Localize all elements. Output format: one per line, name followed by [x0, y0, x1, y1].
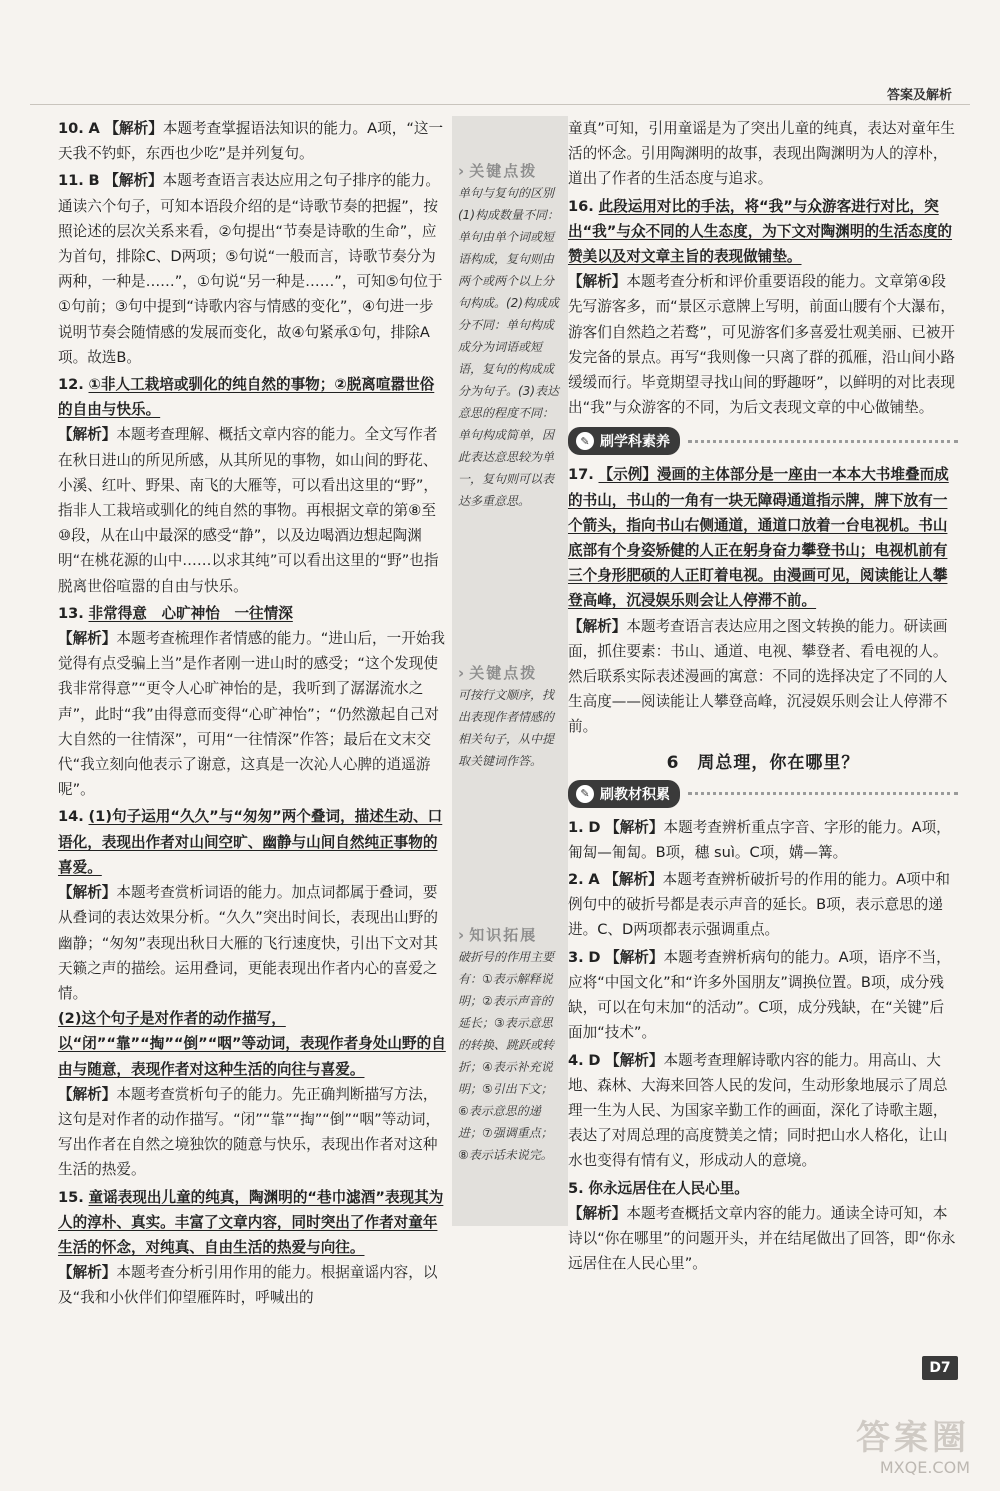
pen-icon: ✎: [576, 432, 594, 450]
answer: 你永远居住在人民心里。: [588, 1179, 749, 1197]
question-r4: [568, 1048, 958, 1174]
banner-pill: [568, 427, 680, 455]
analysis-tag: 【解析】: [58, 426, 117, 444]
question-12: [58, 372, 446, 599]
question-number: 11.: [58, 172, 84, 190]
banner-label: 刷教材积累: [600, 786, 670, 803]
analysis-text: 本题考查辨析病句的能力。A项，语序不当，应将“中国文化”和“许多外国朋友”调换位置。B项，成分残缺，可以在句末加“的活动”。C项，成分残缺，在“关键”后面加“技术”。: [568, 948, 951, 1042]
banner-pill: [568, 780, 680, 808]
analysis-tag: 【解析】: [58, 1085, 117, 1103]
right-column: [568, 116, 958, 1278]
side-notes-column: [452, 116, 568, 1226]
analysis-tag: 【解析】: [58, 884, 117, 902]
question-number: 15.: [58, 1188, 84, 1206]
analysis-text: 本题考查理解、概括文章内容的能力。全文写作者在秋日进山的所见所感，从其所见的事物，如山间的野花、小溪、红叶、野果、南飞的大雁等，可以看出这里的“野”，指非人工栽培或驯化的纯自然的事物。再根据文章的第⑧至⑩段，从在山中最深的感受“静”，以及边喝酒边想起陶渊明“在桃花源的山中……以求其纯”可以看出这里的“野”也指脱离世俗喧嚣的自由与快乐。: [58, 426, 439, 595]
question-number: 13.: [58, 604, 84, 622]
question-number: 16.: [568, 197, 594, 215]
note-knowledge-expansion: [458, 924, 562, 1166]
banner-dotted-line: [688, 440, 958, 443]
note-text: 破折号的作用主要有：①表示解释说明；②表示声音的延长；③表示意思的转换、跳跃或转折；④表示补充说明；⑤引出下文；⑥表示意思的递进；⑦强调重点；⑧表示话未说完。: [458, 950, 555, 1162]
note-key-points-2: [458, 662, 562, 772]
header-divider: [30, 104, 970, 105]
question-14: [58, 804, 446, 1182]
analysis-tag: 【解析】: [605, 1051, 664, 1069]
analysis-text: 本题考查分析和评价重要语段的能力。文章第④段先写游客多，而“景区示意牌上写明，前面山腰有个大瀑布，游客们自然趋之若鹜”，可见游客们多喜爱壮观美丽、已被开发完备的景点。再写“我则像一只离了群的孤雁，沿山间小路缓缓而行。毕竟期望寻找山间的野趣呀”，以鲜明的对比表现出“我”与众游客的不同，为后文表现文章的中心做铺垫。: [568, 273, 956, 417]
question-16: [568, 194, 958, 421]
analysis-text: 童真”可知，引用童谣是为了突出儿童的纯真，表达对童年生活的怀念。引用陶渊明的故事，表现出陶渊明为人的淳朴，道出了作者的生活态度与追求。: [568, 120, 956, 188]
banner-dotted-line: [688, 792, 958, 795]
question-r5: [568, 1176, 958, 1277]
note-title: › 关键点拨: [458, 160, 562, 182]
note-key-points-1: [458, 160, 562, 512]
answer: 此段运用对比的手法，将“我”与众游客进行对比，突出“我”与众不同的人生态度，为下文对陶渊明的生活态度的赞美以及对文章主旨的表现做铺垫。: [568, 197, 953, 266]
answer: D: [588, 818, 601, 836]
question-number: 17.: [568, 466, 594, 484]
question-11: [58, 168, 446, 370]
pen-icon: ✎: [576, 785, 594, 803]
analysis-tag: 【解析】: [605, 948, 664, 966]
section-banner-subject-literacy: [568, 426, 958, 456]
question-number: 12.: [58, 376, 84, 394]
question-number: 10.: [58, 120, 84, 137]
answer: 非常得意 心旷神怡 一往情深: [88, 604, 293, 622]
analysis-tag: 【解析】: [104, 172, 163, 190]
page-number: D7: [922, 1356, 958, 1380]
page-header: 答案及解析: [886, 88, 952, 103]
answer: D: [588, 1051, 601, 1069]
analysis-text-2: 本题考查赏析句子的能力。先正确判断描写方法，这句是对作者的动作描写。“闭”“靠”“掏”“倒”“咽”等动词，写出作者在自然之境独饮的随意与快乐，表现出作者对这种生活的热爱。: [58, 1085, 441, 1179]
analysis-tag: 【解析】: [58, 1264, 117, 1282]
question-15-continued: [568, 116, 958, 192]
question-13: [58, 601, 446, 803]
watermark-site: MXQE.COM: [879, 1458, 970, 1477]
analysis-tag: 【解析】: [58, 630, 117, 648]
question-r3: [568, 945, 958, 1046]
analysis-text: 本题考查语言表达应用之句子排序的能力。通读六个句子，可知本语段介绍的是“诗歌节奏的把握”，按照论述的层次关系来看，②句提出“节奏是诗歌的生命”，应为首句，排除C、D两项；⑤句说“一般而言，诗歌节奏分为两种，一种是……”，①句说“另一种是……”，可知⑤句位于①句前；③句中提到“诗歌内容与情感的变化”，④句进一步说明节奏会随情感的发展而变化，故④句紧承①句，排除A项。故选B。: [58, 172, 443, 366]
question-number: 1.: [568, 818, 584, 836]
question-number: 2.: [568, 871, 584, 889]
answer: A: [88, 120, 100, 137]
question-number: 5.: [568, 1179, 584, 1197]
left-column: [58, 116, 446, 1313]
note-title: › 关键点拨: [458, 662, 562, 684]
banner-label: 刷学科素养: [600, 434, 670, 451]
analysis-tag: 【解析】: [104, 120, 163, 137]
answer: ①非人工栽培或驯化的纯自然的事物；②脱离喧嚣世俗的自由与快乐。: [58, 376, 435, 419]
question-15: [58, 1185, 446, 1311]
answer: 童谣表现出儿童的纯真，陶渊明的“巷巾滤酒”表现其为人的淳朴、真实。丰富了文章内容，同时突出了作者对童年生活的怀念，对纯真、自由生活的热爱与向往。: [58, 1188, 444, 1256]
analysis-text: 本题考查掌握语法知识的能力。A项，“这一天我不钓虾，东西也少吃”是并列复句。: [58, 120, 444, 163]
answer: D: [588, 948, 601, 966]
analysis-text: 本题考查辨析重点字音、字形的能力。A项，匍匐—匍匐。B项，穗 suì。C项，媾—篝。: [568, 818, 951, 861]
lesson-title: 6 周总理，你在哪里？: [666, 752, 860, 773]
analysis-text: 本题考查概括文章内容的能力。通读全诗可知，本诗以“你在哪里”的问题开头，并在结尾做出了回答，即“你永远居住在人民心里”。: [568, 1204, 956, 1273]
answer: B: [88, 172, 100, 190]
analysis-text: 本题考查分析引用作用的能力。根据童谣内容，以及“我和小伙伴们仰望雁阵时，呼喊出的: [58, 1264, 438, 1307]
answer-part-1: (1)句子运用“久久”与“匆匆”两个叠词，描述生动、口语化，表现出作者对山间空旷、幽静与山间自然纯正事物的喜爱。: [58, 808, 443, 876]
answer: A: [588, 871, 600, 889]
analysis-text: 本题考查梳理作者情感的能力。“进山后，一开始我觉得有点受骗上当”是作者刚一进山时的感受；“这个发现使我非常得意”“更令人心旷神怡的是，我听到了潺潺流水之声”，此时“我”由得意而变得“心旷神怡”；“仍然激起自己对大自然的一往情深”，可用“一往情深”作答；最后在文末交代“我立刻向他表示了谢意，这真是一次沁人心脾的逍遥游呢”。: [58, 630, 446, 799]
answer: 【示例】漫画的主体部分是一座由一本本大书堆叠而成的书山，书山的一角有一块无障碍通道指示牌，牌下放有一个箭头，指向书山右侧通道，通道口放着一台电视机。书山底部有个身姿矫健的人正在躬身奋力攀登书山；电视机前有三个身形肥硕的人正盯着电视。由漫画可见，阅读能让人攀登高峰，沉浸娱乐则会让人停滞不前。: [568, 466, 949, 610]
question-r1: [568, 815, 958, 865]
note-text: 单句与复句的区别(1)构成数量不同：单句由单个词或短语构成，复句则由两个或两个以上分句构成。(2)构成成分不同：单句构成成分为词语或短语，复句的构成成分为句子。(3)表达意思的程度不同：单句构成简单，因此表达意思较为单一，复句则可以表达多重意思。: [458, 186, 559, 508]
analysis-tag: 【解析】: [568, 617, 627, 635]
analysis-text: 本题考查辨析破折号的作用的能力。A项中和例句中的破折号都是表示声音的延长。B项，表示意思的递进。C、D两项都表示强调重点。: [568, 871, 950, 939]
question-number: 14.: [58, 808, 84, 826]
watermark-logo: 答案圈: [856, 1418, 970, 1458]
question-number: 4.: [568, 1051, 584, 1069]
question-number: 3.: [568, 948, 584, 966]
note-title: › 知识拓展: [458, 924, 562, 946]
question-17: [568, 462, 958, 739]
analysis-text: 本题考查理解诗歌内容的能力。用高山、大地、森林、大海来回答人民的发问，生动形象地展示了周总理一生为人民、为国家辛勤工作的画面，深化了诗歌主题，表达了对周总理的高度赞美之情；同时把山水人格化，让山水也变得有情有义，形成动人的意境。: [568, 1051, 948, 1170]
analysis-tag: 【解析】: [568, 1204, 627, 1222]
section-banner-textbook: [568, 779, 958, 809]
question-10: [58, 116, 446, 166]
question-r2: [568, 867, 958, 943]
analysis-tag: 【解析】: [568, 273, 627, 291]
analysis-text-1: 本题考查赏析词语的能力。加点词都属于叠词，要从叠词的表达效果分析。“久久”突出时间长，表现出山野的幽静；“匆匆”表现出秋日大雁的飞行速度快，引出下文对其天籁之声的描绘。运用叠词，更能表现出作者内心的喜爱之情。: [58, 884, 438, 1002]
note-text: 可按行文顺序，找出表现作者情感的相关句子，从中提取关键词作答。: [458, 688, 555, 768]
analysis-tag: 【解析】: [605, 818, 664, 836]
answer-part-2: (2)这个句子是对作者的动作描写，以“闭”“靠”“掏”“倒”“咽”等动词，表现作者身处山野的自由与随意，表现作者对这种生活的向往与喜爱。: [58, 1010, 446, 1078]
analysis-tag: 【解析】: [604, 871, 663, 889]
analysis-text: 本题考查语言表达应用之图文转换的能力。研读画面，抓住要素：书山、通道、电视、攀登者、看电视的人。然后联系实际表述漫画的寓意：不同的选择决定了不同的人生高度——阅读能让人攀登高峰，沉浸娱乐则会让人停滞不前。: [568, 617, 948, 736]
